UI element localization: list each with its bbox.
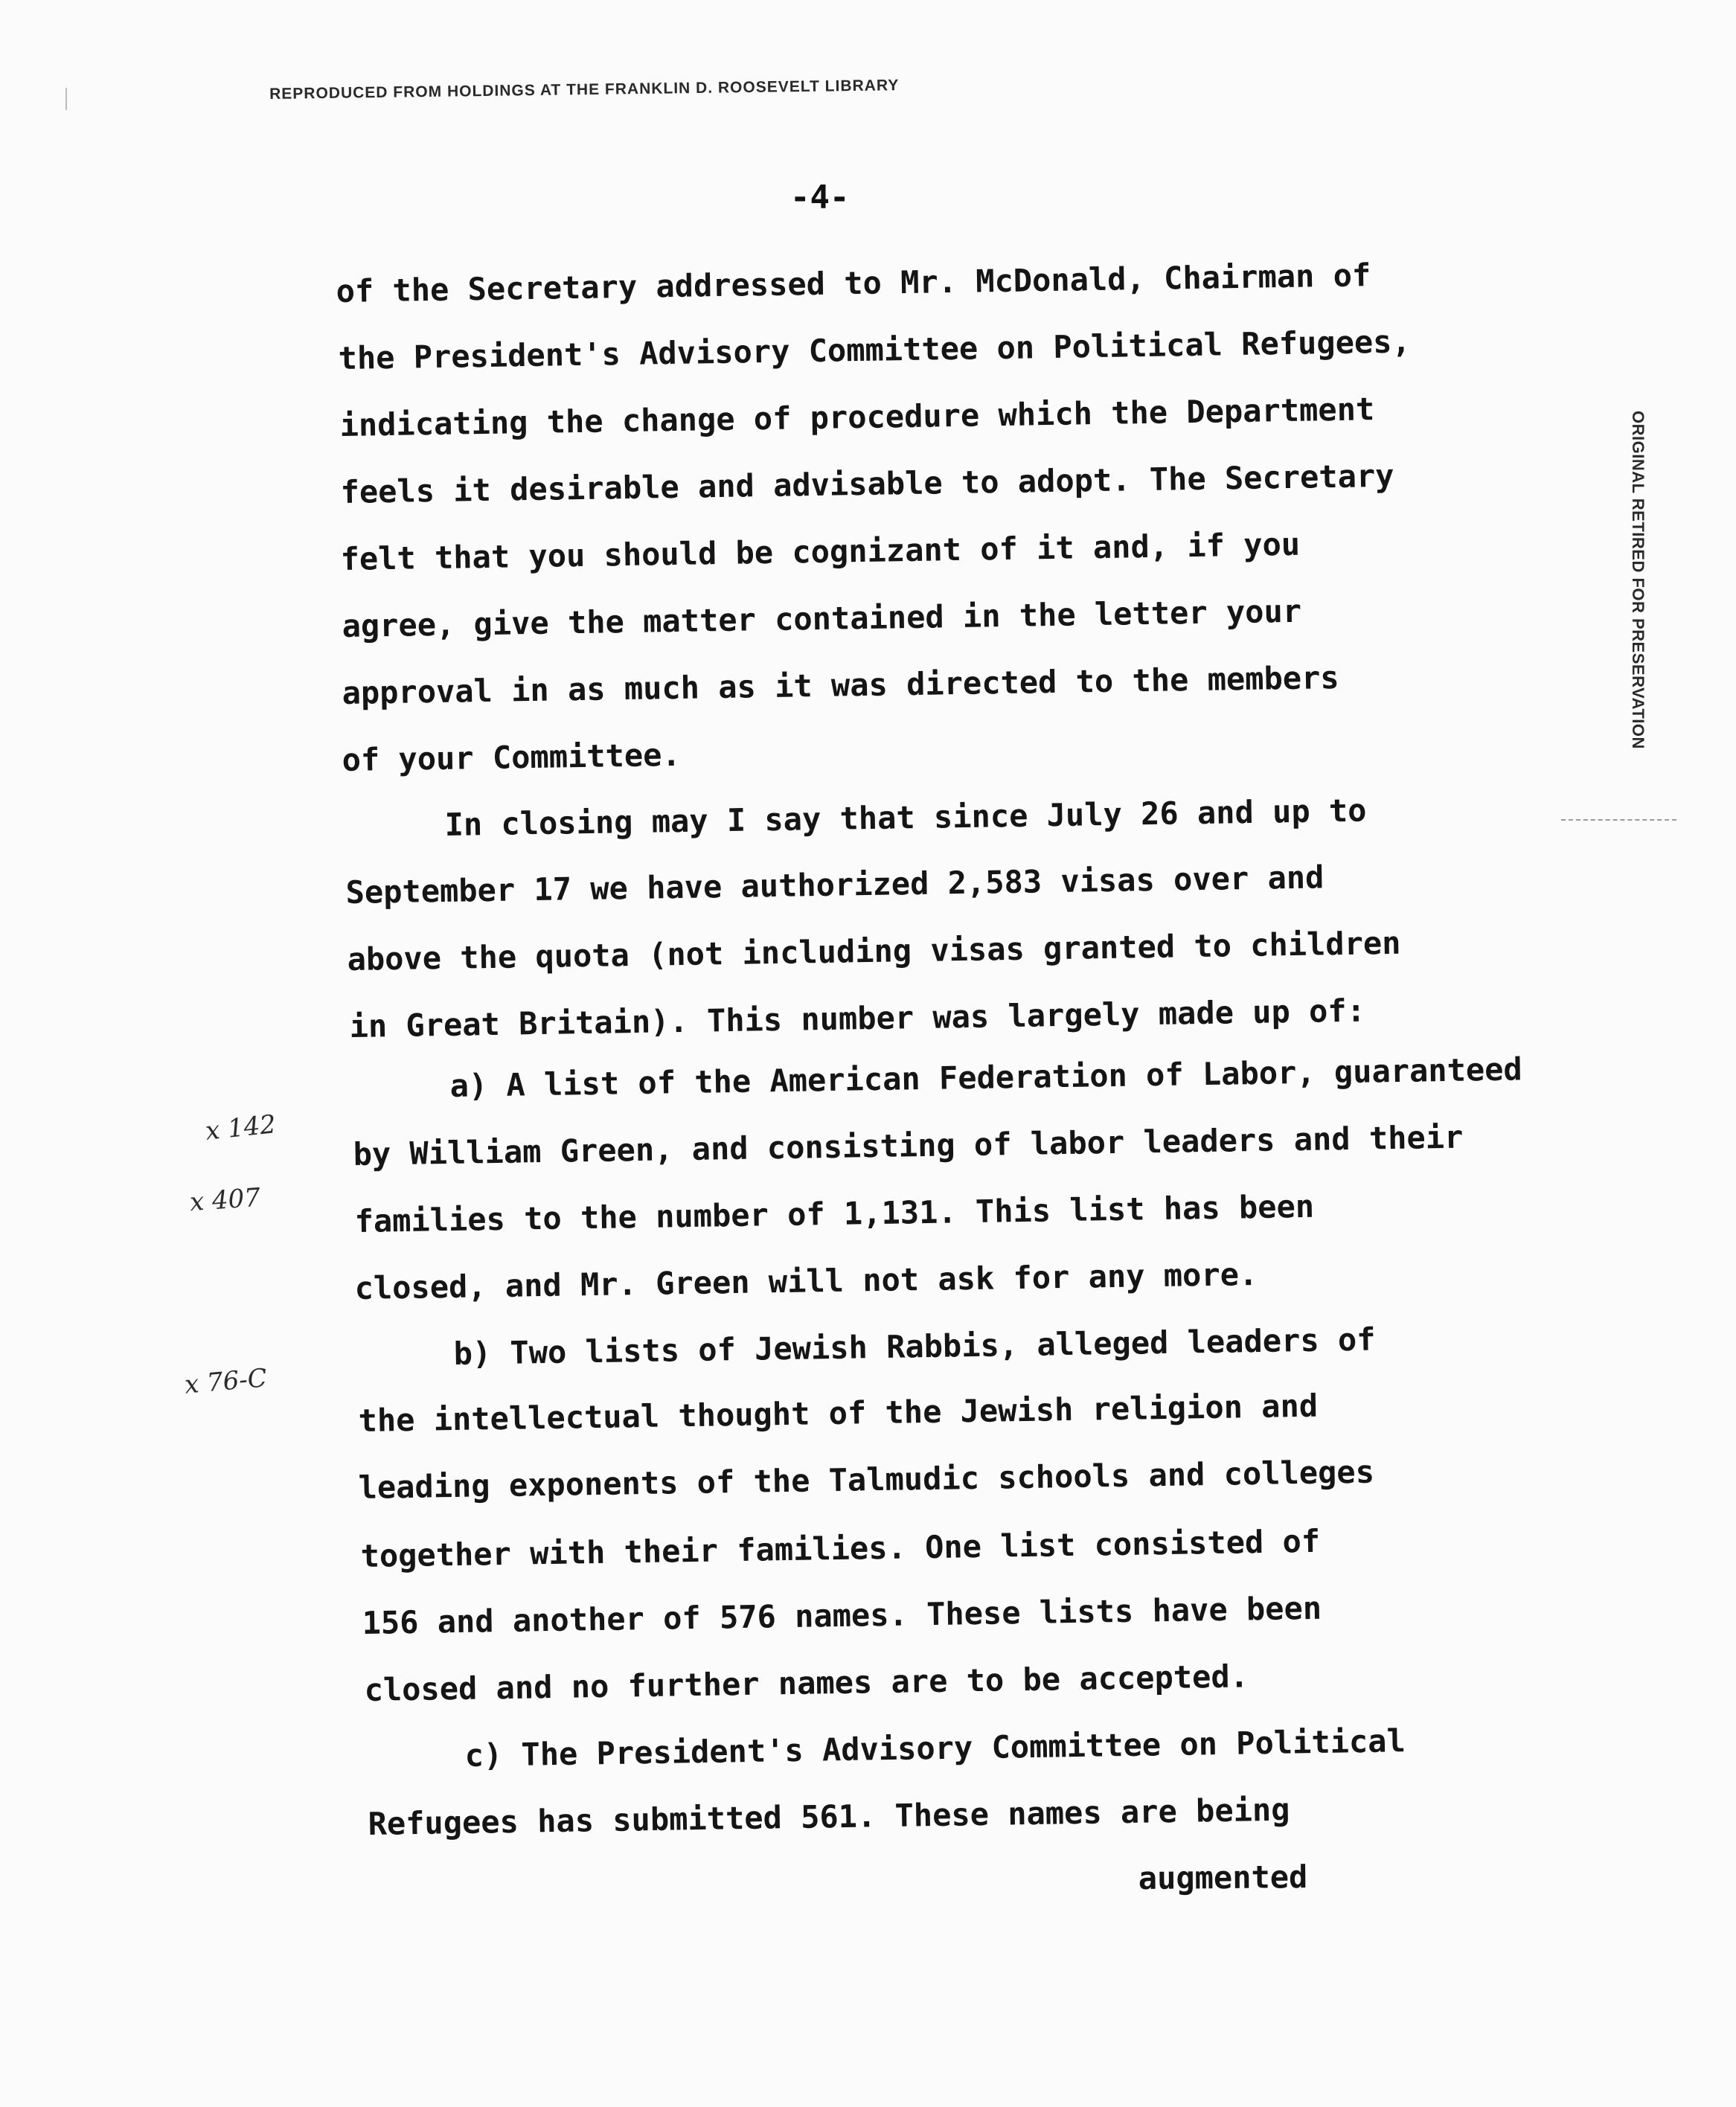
- library-header-stamp: REPRODUCED FROM HOLDINGS AT THE FRANKLIN D. ROOSEVELT LIBRARY: [269, 77, 900, 103]
- handwritten-margin-note: x 76-C: [183, 1363, 269, 1400]
- text-line: of the Secretary addressed to Mr. McDonald, Chairman of: [336, 257, 1371, 310]
- list-item-c-line: c) The President's Advisory Committee on Political: [464, 1722, 1406, 1774]
- text-line: the intellectual thought of the Jewish religion and: [358, 1387, 1319, 1440]
- text-line: by William Green, and consisting of labor leaders and their: [353, 1118, 1464, 1173]
- text-line: approval in as much as it was directed to the members: [342, 658, 1339, 712]
- text-line: feels it desirable and advisable to adopt. The Secretary: [340, 457, 1394, 511]
- text-line: closed, and Mr. Green will not ask for any more.: [354, 1255, 1258, 1307]
- text-line: agree, give the matter contained in the letter your: [342, 592, 1302, 645]
- list-item-a-line: a) A list of the American Federation of Labor, guaranteed: [449, 1051, 1523, 1105]
- text-line: felt that you should be cognizant of it and, if you: [340, 525, 1301, 578]
- text-line: together with their families. One list consisted of: [360, 1522, 1321, 1575]
- handwritten-margin-note: x 407: [188, 1182, 262, 1218]
- preservation-side-stamp: ORIGINAL RETIRED FOR PRESERVATION: [1629, 411, 1647, 749]
- page-number: -4-: [790, 179, 850, 217]
- text-line: in Great Britain). This number was largely made up of:: [349, 992, 1366, 1045]
- text-line: above the quota (not including visas granted to children: [347, 924, 1401, 978]
- text-line: Refugees has submitted 561. These names are being: [368, 1791, 1290, 1843]
- text-line: September 17 we have authorized 2,583 visas over and: [345, 859, 1325, 911]
- text-line: closed and no further names are to be accepted.: [364, 1658, 1249, 1709]
- text-line: of your Committee.: [342, 736, 682, 779]
- text-line: families to the number of 1,131. This list has been: [354, 1187, 1315, 1240]
- text-line: the President's Advisory Committee on Political Refugees,: [338, 323, 1412, 377]
- continuation-word: augmented: [1138, 1859, 1308, 1896]
- edge-mark: [65, 88, 67, 110]
- dashed-rule-mark: [1561, 819, 1676, 821]
- text-line: leading exponents of the Talmudic schools and colleges: [358, 1453, 1375, 1507]
- paragraph-start-line: In closing may I say that since July 26 and up to: [444, 792, 1367, 844]
- handwritten-margin-note: x 142: [204, 1109, 278, 1146]
- list-item-b-line: b) Two lists of Jewish Rabbis, alleged leaders of: [453, 1321, 1376, 1373]
- text-line: 156 and another of 576 names. These lists have been: [362, 1589, 1322, 1642]
- text-line: indicating the change of procedure which the Department: [339, 391, 1375, 444]
